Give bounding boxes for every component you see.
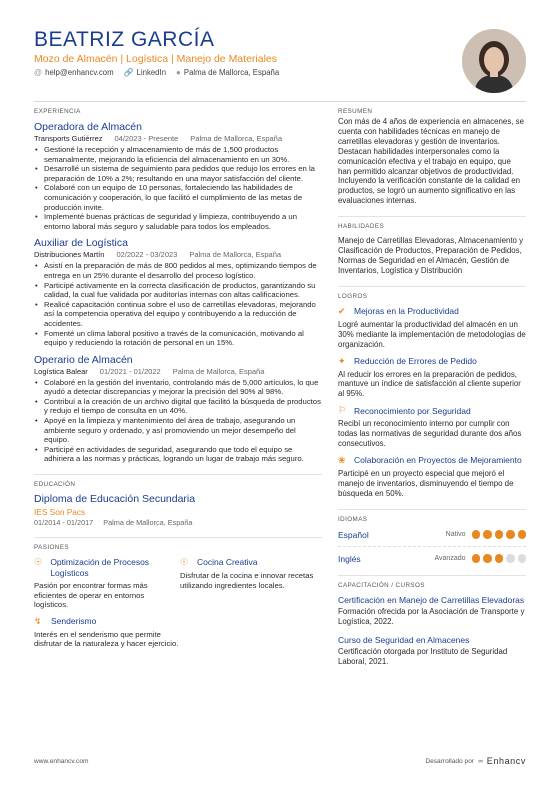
job-location: Palma de Mallorca, España <box>172 366 265 376</box>
medal-icon: ❀ <box>338 454 346 465</box>
section-divider <box>338 216 526 217</box>
skills-heading: HABILIDADES <box>338 223 385 231</box>
footer-powered: Desarrollado por <box>425 757 475 765</box>
language-level: Nativo <box>445 531 466 539</box>
profile-photo-image <box>462 29 526 93</box>
job-bullets <box>34 378 322 464</box>
footer-brand <box>425 756 526 766</box>
language-name: Español <box>338 529 369 540</box>
job-bullet: • Contribuí a la creación de un archivo digital que facilitó la búsqueda de productos y redujo el tiempo de consulta en un 40%. <box>34 397 322 416</box>
job-bullet: • Implementé buenas prácticas de seguridad y limpieza, contribuyendo a un entorno laboral más seguro y saludable para todos los empleados. <box>34 212 322 231</box>
language-level: Avanzado <box>434 555 466 563</box>
rating-dot <box>506 554 515 563</box>
passion-title: Cocina Creativa <box>197 557 258 568</box>
job-bullet: • Fomenté un clima laboral positivo a través de la comunicación, motivando al equipo y reduciendo la rotación de personal en un 15%. <box>34 329 322 348</box>
footer-brand-name: Enhancv <box>486 756 526 766</box>
passion-desc: Pasión por encontrar formas más eficientes de operar en entornos logísticos. <box>34 581 148 610</box>
experience-heading: EXPERIENCIA <box>34 108 81 115</box>
passion-title: Senderismo <box>51 615 97 626</box>
section-divider <box>34 474 322 475</box>
passion-item <box>34 557 180 610</box>
achievement-desc: Logré aumentar la productividad del almacén en un 30% mediante la implementación de metodologías de organización. <box>338 319 526 349</box>
job-meta <box>34 250 322 259</box>
achievement-title: Reconocimiento por Seguridad <box>354 405 471 416</box>
job-bullet: • Realicé capacitación continua sobre el uso de carretillas elevadoras, mejorando así la competencia operativa del equipo y contribuyendo a la reducción de accidentes. <box>34 300 322 329</box>
language-row <box>338 529 526 541</box>
job-location: Palma de Mallorca, España <box>190 134 283 143</box>
at-icon: @ <box>34 68 43 77</box>
bolt-icon: ↯ <box>34 615 42 626</box>
rating-dot <box>506 530 515 539</box>
job-title: Auxiliar de Logística <box>34 237 128 250</box>
lightbulb-icon: ☉ <box>34 557 43 568</box>
achievement-title: Reducción de Errores de Pedido <box>354 356 477 366</box>
job-title: Operario de Almacén <box>34 353 133 366</box>
job-company: Transports Gutiérrez <box>34 134 103 143</box>
page-footer <box>34 756 526 766</box>
job-bullet: • Colaboré en la gestión del inventario, controlando más de 5,000 artículos, lo que ayudó a detectar discrepancias y mejorar la precisión del 90% al 98%. <box>34 378 322 397</box>
passions-grid <box>34 557 322 655</box>
job-bullet: • Gestioné la recepción y almacenamiento de más de 1,500 productos semanalmente, mejorando la eficiencia del almacenamiento en un 30%. <box>34 145 322 164</box>
job-bullet: • Apoyé en la limpieza y mantenimiento del área de trabajo, asegurando un ambiente seguro y ordenado, y así promoviendo un mejor desempeño del equipo. <box>34 416 322 445</box>
job-meta <box>34 367 322 376</box>
header-divider <box>34 101 526 102</box>
job-bullet: • Asistí en la preparación de más de 800 pedidos al mes, optimizando tiempos de entrega en un 25% durante el desarrollo del proceso logístico. <box>34 261 322 280</box>
job-dates: 04/2023 - Presente <box>114 134 179 143</box>
linkedin-text: LinkedIn <box>136 68 167 77</box>
passion-desc: Disfrutar de la cocina e innovar recetas utilizando ingredientes locales. <box>180 571 314 590</box>
job-company: Distribuciones Martín <box>34 250 105 260</box>
achievement-desc: Participé en un proyecto especial que mejoró el manejo de inventarios, disminuyendo el tiempo de búsqueda en 50%. <box>338 468 514 498</box>
rating-dot <box>472 554 481 563</box>
rating-dot <box>495 554 504 563</box>
language-rating <box>472 530 527 539</box>
job-dates: 02/2022 - 03/2023 <box>116 250 178 260</box>
job-bullet: • Participé activamente en la correcta clasificación de productos, garantizando su calidad, la cual fue validada por auditorías internas con altas calificaciones. <box>34 281 322 300</box>
rating-dot <box>483 530 492 539</box>
education-dates: 01/2014 - 01/2017 <box>34 518 94 528</box>
education-school: IES Son Pacs <box>34 507 86 518</box>
right-column <box>338 104 526 667</box>
summary-text: Con más de 4 años de experiencia en almacenes, se cuenta con habilidades técnicas en manejo de carretillas elevadoras y gestión de inventarios. Destacan habilidades interpersonales como la comunicación efectiva y el trabajo en equipo, que han permitido alcanzar objetivos de productividad. Incluyendo la verificación constante de la calidad en productos, se logró un aumento significativo en las evaluaciones internas. <box>338 117 524 206</box>
job-title: Operadora de Almacén <box>34 121 142 133</box>
job-bullets <box>34 261 322 347</box>
passion-item <box>34 616 180 649</box>
flag-icon: ⚐ <box>338 405 347 416</box>
language-name: Inglés <box>338 553 361 564</box>
contact-location <box>176 68 279 77</box>
education-meta <box>34 518 322 527</box>
rating-dot <box>495 530 504 539</box>
job-company: Logística Balear <box>34 366 88 376</box>
achievements-heading: LOGROS <box>338 292 368 300</box>
achievement-item <box>338 306 526 350</box>
skills-text: Manejo de Carretillas Elevadoras, Almacenamiento y Clasificación de Productos, Preparación de Pedidos, Normas de Seguridad en el Almacén, Gestión de Inventarios, Logística y Distribución <box>338 236 524 275</box>
education-degree: Diploma de Educación Secundaria <box>34 493 196 506</box>
cert-desc: Certificación otorgada por Instituto de Seguridad Laboral, 2021. <box>338 647 508 667</box>
section-divider <box>338 575 526 576</box>
job-1 <box>34 121 322 231</box>
rating-dot <box>472 530 481 539</box>
rating-dot <box>518 554 527 563</box>
achievement-title: Colaboración en Proyectos de Mejoramiento <box>354 455 522 466</box>
contact-email[interactable] <box>34 68 114 77</box>
job-3 <box>34 354 322 464</box>
job-bullet: • Desarrollé un sistema de seguimiento para pedidos que redujo los errores en la preparación de 10% a 2%; resultando en una mayor satisfacción del cliente. <box>34 164 322 183</box>
contact-bar <box>34 68 279 77</box>
cert-title: Curso de Seguridad en Almacenes <box>338 634 470 645</box>
achievement-desc: Al reducir los errores en la preparación de pedidos, mantuve un índice de satisfacción al cliente superior al 95%. <box>338 369 521 399</box>
job-bullet: • Participé en actividades de seguridad, asegurando que todo el equipo se adhiriera a las normas y prácticas, logrando un lugar de trabajo más seguro. <box>34 445 322 464</box>
education-heading: EDUCACIÓN <box>34 481 76 489</box>
link-icon: 🔗 <box>123 68 134 77</box>
job-2 <box>34 237 322 347</box>
location-text: Palma de Mallorca, España <box>183 68 280 77</box>
contact-linkedin[interactable] <box>124 68 166 77</box>
footer-site[interactable]: www.enhancv.com <box>34 757 89 765</box>
achievement-item <box>338 405 526 449</box>
achievement-item <box>338 356 526 400</box>
education-location: Palma de Mallorca, España <box>103 518 193 528</box>
candidate-name: BEATRIZ GARCÍA <box>34 28 215 51</box>
candidate-subtitle: Mozo de Almacén | Logística | Manejo de Materiales <box>34 53 277 65</box>
achievement-desc: Recibí un reconocimiento interno por cumplir con todas las normativas de seguridad durante dos años consecutivos. <box>338 419 522 449</box>
email-text: help@enhancv.com <box>45 68 114 77</box>
lightbulb-icon: ☉ <box>180 557 189 568</box>
certs-heading: CAPACITACIÓN / CURSOS <box>338 581 425 589</box>
cert-title: Certificación en Manejo de Carretillas Elevadoras <box>338 594 525 605</box>
passion-desc: Interés en el senderismo que permite disfrutar de la naturaleza y hacer ejercicio. <box>34 629 179 649</box>
passion-item <box>180 557 322 610</box>
job-meta <box>34 134 322 143</box>
language-rating <box>472 554 527 563</box>
section-divider <box>338 286 526 287</box>
enhancv-logo-icon: ∞ <box>478 757 483 765</box>
left-column <box>34 104 322 655</box>
section-divider <box>34 537 322 538</box>
job-dates: 01/2021 - 01/2022 <box>99 366 161 376</box>
profile-photo <box>462 29 526 93</box>
languages-heading: IDIOMAS <box>338 515 368 523</box>
achievement-item <box>338 455 526 499</box>
section-divider <box>338 509 526 510</box>
rating-dot <box>518 530 527 539</box>
cert-desc: Formación ofrecida por la Asociación de Transporte y Logística, 2022. <box>338 607 525 627</box>
language-row <box>338 553 526 565</box>
wand-icon: ✦ <box>338 355 346 366</box>
job-bullets <box>34 145 322 231</box>
check-icon: ✔ <box>338 305 346 316</box>
pin-icon: ● <box>176 68 181 77</box>
passions-heading: PASIONES <box>34 544 69 552</box>
achievement-title: Mejoras en la Productividad <box>354 306 459 317</box>
rating-dot <box>483 554 492 563</box>
passion-title: Optimización de Procesos Logísticos <box>50 557 150 578</box>
summary-heading: RESUMEN <box>338 108 373 115</box>
job-bullet: • Colaboré con un equipo de 10 personas, fortaleciendo las habilidades de comunicación y cooperación, lo que facilitó el cumplimiento de las metas de producción invite. <box>34 183 322 212</box>
language-divider <box>338 546 526 547</box>
job-location: Palma de Mallorca, España <box>189 250 282 260</box>
